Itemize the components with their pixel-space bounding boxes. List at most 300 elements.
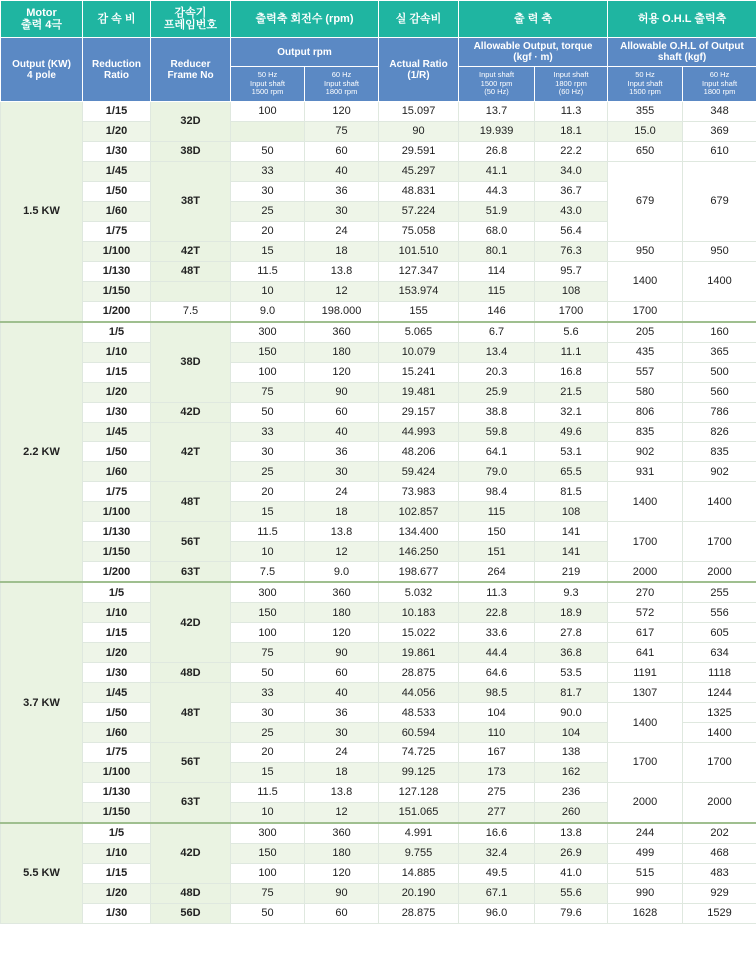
rpm-60hz-cell: 12: [305, 281, 379, 301]
torque-50hz-cell: 98.5: [459, 683, 535, 703]
rpm-60hz-cell: 13.8: [305, 782, 379, 802]
frame-number-cell: 56T: [151, 522, 231, 562]
ohl-60hz-cell: 786: [683, 402, 756, 422]
torque-50hz-cell: 32.4: [459, 843, 535, 863]
actual-ratio-cell: 20.190: [379, 883, 459, 903]
rpm-60hz-cell: 30: [305, 723, 379, 743]
torque-50hz-cell: 13.7: [459, 102, 535, 122]
frame-number-cell: 38T: [151, 161, 231, 241]
torque-60hz-cell: 236: [535, 782, 608, 802]
reduction-ratio-cell: 1/75: [83, 221, 151, 241]
torque-60hz-cell: 108: [535, 502, 608, 522]
rpm-60hz-cell: 360: [305, 322, 379, 342]
rpm-50hz-cell: 11.5: [231, 522, 305, 542]
rpm-50hz-cell: 150: [231, 843, 305, 863]
ohl-60hz-cell: 1700: [683, 522, 756, 562]
ohl-50hz-cell: 557: [608, 362, 683, 382]
torque-60hz-cell: 56.4: [535, 221, 608, 241]
table-row: [1, 603, 756, 623]
rpm-60hz-cell: 90: [305, 643, 379, 663]
actual-ratio-cell: 48.831: [379, 181, 459, 201]
actual-ratio-cell: 28.875: [379, 903, 459, 923]
actual-ratio-cell: 29.157: [379, 402, 459, 422]
actual-ratio-cell: 59.424: [379, 462, 459, 482]
actual-ratio-cell: 5.065: [379, 322, 459, 342]
ohl-60hz-cell: 500: [683, 362, 756, 382]
ohl-50hz-cell: 1628: [608, 903, 683, 923]
header-ohl-60hz: 60 Hz Input shaft 1800 rpm: [683, 67, 756, 102]
rpm-60hz-cell: 18: [305, 502, 379, 522]
header-actual-en: Actual Ratio (1/R): [379, 38, 459, 102]
torque-50hz-cell: 98.4: [459, 482, 535, 502]
frame-number-cell: 42D: [151, 582, 231, 662]
frame-number-cell: 38D: [151, 322, 231, 402]
reduction-ratio-cell: 1/45: [83, 161, 151, 181]
torque-60hz-cell: 81.5: [535, 482, 608, 502]
table-row: [1, 482, 756, 502]
torque-60hz-cell: 13.8: [535, 823, 608, 843]
actual-ratio-cell: 57.224: [379, 201, 459, 221]
torque-60hz-cell: 9.3: [535, 582, 608, 602]
torque-50hz-cell: 167: [459, 743, 535, 763]
ohl-60hz-cell: 556: [683, 603, 756, 623]
rpm-60hz-cell: 24: [305, 482, 379, 502]
ohl-60hz-cell: 1700: [683, 743, 756, 783]
actual-ratio-cell: 15.022: [379, 623, 459, 643]
torque-50hz-cell: 11.3: [459, 582, 535, 602]
ohl-60hz-cell: 348: [683, 102, 756, 122]
header-ohl-en: Allowable O.H.L of Output shaft (kgf): [608, 38, 756, 67]
reduction-ratio-cell: 1/200: [83, 562, 151, 582]
torque-60hz-cell: 53.5: [535, 663, 608, 683]
rpm-50hz-cell: 75: [231, 883, 305, 903]
torque-60hz-cell: 27.8: [535, 623, 608, 643]
actual-ratio-cell: 19.939: [459, 121, 535, 141]
table-row: [1, 121, 756, 141]
reduction-ratio-cell: 1/10: [83, 342, 151, 362]
rpm-50hz-cell: 300: [231, 582, 305, 602]
torque-50hz-cell: 96.0: [459, 903, 535, 923]
rpm-60hz-cell: 12: [305, 802, 379, 822]
reduction-ratio-cell: 1/60: [83, 201, 151, 221]
torque-60hz-cell: 36.7: [535, 181, 608, 201]
torque-50hz-cell: 26.8: [459, 141, 535, 161]
reduction-ratio-cell: 1/20: [83, 121, 151, 141]
rpm-50hz-cell: 11.5: [231, 261, 305, 281]
table-row: [1, 863, 756, 883]
rpm-50hz-cell: 100: [231, 102, 305, 122]
rpm-50hz-cell: 300: [231, 823, 305, 843]
actual-ratio-cell: 101.510: [379, 241, 459, 261]
actual-ratio-cell: 15.097: [379, 102, 459, 122]
frame-number-cell: 56D: [151, 903, 231, 923]
ohl-50hz-cell: 950: [608, 241, 683, 261]
rpm-60hz-cell: 24: [305, 743, 379, 763]
frame-number-cell: [231, 121, 305, 141]
rpm-60hz-cell: 180: [305, 603, 379, 623]
reduction-ratio-cell: 1/15: [83, 362, 151, 382]
rpm-50hz-cell: 25: [231, 462, 305, 482]
ohl-50hz-cell: 1191: [608, 663, 683, 683]
table-row: [1, 241, 756, 261]
header-frame-ko: 감속기 프레임번호: [151, 1, 231, 38]
torque-60hz-cell: 36.8: [535, 643, 608, 663]
rpm-60hz-cell: 36: [305, 442, 379, 462]
actual-ratio-cell: 44.056: [379, 683, 459, 703]
torque-60hz-cell: 81.7: [535, 683, 608, 703]
frame-number-cell: 48T: [151, 261, 231, 281]
torque-50hz-cell: 110: [459, 723, 535, 743]
rpm-50hz-cell: 20: [231, 743, 305, 763]
reduction-ratio-cell: 1/150: [83, 802, 151, 822]
table-row: [1, 643, 756, 663]
torque-60hz-cell: 79.6: [535, 903, 608, 923]
reduction-ratio-cell: 1/10: [83, 603, 151, 623]
reduction-ratio-cell: 1/30: [83, 402, 151, 422]
torque-60hz-cell: 90.0: [535, 703, 608, 723]
header-rpm-50hz: 50 Hz Input shaft 1500 rpm: [231, 67, 305, 102]
ohl-50hz-cell: 270: [608, 582, 683, 602]
torque-60hz-cell: 104: [535, 723, 608, 743]
header-ohl-ko: 허용 O.H.L 출력축: [608, 1, 756, 38]
rpm-50hz-cell: 75: [231, 643, 305, 663]
reduction-ratio-cell: 1/15: [83, 623, 151, 643]
reduction-ratio-cell: 1/30: [83, 903, 151, 923]
reduction-ratio-cell: 1/100: [83, 502, 151, 522]
table-row: [1, 301, 756, 321]
table-row: [1, 703, 756, 723]
header-rpm-en: Output rpm: [231, 38, 379, 67]
torque-50hz-cell: 18.1: [535, 121, 608, 141]
ohl-60hz-cell: 679: [683, 161, 756, 241]
torque-60hz-cell: 260: [535, 802, 608, 822]
ohl-50hz-cell: 902: [608, 442, 683, 462]
ohl-60hz-cell: 605: [683, 623, 756, 643]
header-motor-ko: Motor 출력 4극: [1, 1, 83, 38]
ohl-60hz-cell: 1400: [683, 482, 756, 522]
reduction-ratio-cell: 1/30: [83, 663, 151, 683]
rpm-60hz-cell: 24: [305, 221, 379, 241]
ohl-60hz-cell: 468: [683, 843, 756, 863]
header-output-en: Allowable Output, torque (kgf · m): [459, 38, 608, 67]
ohl-60hz-cell: 902: [683, 462, 756, 482]
table-row: [1, 102, 756, 122]
reduction-ratio-cell: 1/15: [83, 863, 151, 883]
rpm-60hz-cell: 90: [379, 121, 459, 141]
rpm-50hz-cell: 25: [231, 723, 305, 743]
rpm-50hz-cell: 10: [231, 281, 305, 301]
ohl-50hz-cell: 990: [608, 883, 683, 903]
actual-ratio-cell: 5.032: [379, 582, 459, 602]
frame-number-cell: 48D: [151, 883, 231, 903]
table-row: [1, 843, 756, 863]
frame-number-cell: 42T: [151, 241, 231, 261]
ohl-50hz-cell: 617: [608, 623, 683, 643]
actual-ratio-cell: 10.183: [379, 603, 459, 623]
ohl-60hz-cell: 950: [683, 241, 756, 261]
rpm-50hz-cell: 33: [231, 161, 305, 181]
torque-60hz-cell: 162: [535, 762, 608, 782]
table-row: [1, 582, 756, 602]
torque-50hz-cell: 22.8: [459, 603, 535, 623]
rpm-50hz-cell: 10: [231, 802, 305, 822]
actual-ratio-cell: 60.594: [379, 723, 459, 743]
torque-50hz-cell: 41.1: [459, 161, 535, 181]
ohl-60hz-cell: 2000: [683, 562, 756, 582]
table-row: [1, 743, 756, 763]
frame-number-cell: 42D: [151, 402, 231, 422]
rpm-60hz-cell: 30: [305, 462, 379, 482]
rpm-50hz-cell: 33: [231, 422, 305, 442]
table-row: [1, 522, 756, 542]
header-rpm-60hz: 60 Hz Input shaft 1800 rpm: [305, 67, 379, 102]
reduction-ratio-cell: 1/50: [83, 181, 151, 201]
rpm-50hz-cell: 30: [231, 181, 305, 201]
rpm-50hz-cell: 75: [231, 382, 305, 402]
torque-50hz-cell: 151: [459, 542, 535, 562]
rpm-50hz-cell: 15: [231, 762, 305, 782]
ohl-60hz-cell: 929: [683, 883, 756, 903]
actual-ratio-cell: 102.857: [379, 502, 459, 522]
actual-ratio-cell: 28.875: [379, 663, 459, 683]
torque-50hz-cell: 6.7: [459, 322, 535, 342]
frame-number-cell: 38D: [151, 141, 231, 161]
torque-50hz-cell: 79.0: [459, 462, 535, 482]
ohl-60hz-cell: 365: [683, 342, 756, 362]
header-output-60hz: Input shaft 1800 rpm (60 Hz): [535, 67, 608, 102]
ohl-50hz-cell: 205: [608, 322, 683, 342]
header-ohl-50hz: 50 Hz Input shaft 1500 rpm: [608, 67, 683, 102]
ohl-50hz-cell: 244: [608, 823, 683, 843]
actual-ratio-cell: 198.677: [379, 562, 459, 582]
rpm-60hz-cell: 120: [305, 623, 379, 643]
rpm-60hz-cell: 36: [305, 181, 379, 201]
table-row: [1, 782, 756, 802]
torque-50hz-cell: 64.6: [459, 663, 535, 683]
rpm-60hz-cell: 18: [305, 241, 379, 261]
rpm-60hz-cell: 18: [305, 762, 379, 782]
reduction-ratio-cell: 1/10: [83, 843, 151, 863]
actual-ratio-cell: 134.400: [379, 522, 459, 542]
torque-60hz-cell: 95.7: [535, 261, 608, 281]
motor-output-cell: 3.7 KW: [1, 582, 83, 823]
actual-ratio-cell: 198.000: [305, 301, 379, 321]
rpm-60hz-cell: 120: [305, 102, 379, 122]
ohl-60hz-cell: 560: [683, 382, 756, 402]
rpm-60hz-cell: 40: [305, 683, 379, 703]
torque-50hz-cell: 115: [459, 281, 535, 301]
table-row: [1, 362, 756, 382]
table-row: [1, 462, 756, 482]
ohl-60hz-cell: 1325: [683, 703, 756, 723]
actual-ratio-cell: 4.991: [379, 823, 459, 843]
torque-60hz-cell: 41.0: [535, 863, 608, 883]
motor-output-cell: 2.2 KW: [1, 322, 83, 583]
reduction-ratio-cell: 1/100: [83, 241, 151, 261]
motor-output-cell: 1.5 KW: [1, 102, 83, 322]
header-frame-en: Reducer Frame No: [151, 38, 231, 102]
ohl-50hz-cell: 2000: [608, 562, 683, 582]
actual-ratio-cell: 74.725: [379, 743, 459, 763]
actual-ratio-cell: 15.241: [379, 362, 459, 382]
reduction-ratio-cell: 1/130: [83, 261, 151, 281]
ohl-60hz-cell: 483: [683, 863, 756, 883]
torque-50hz-cell: 64.1: [459, 442, 535, 462]
header-motor-en: Output (KW) 4 pole: [1, 38, 83, 102]
rpm-50hz-cell: 100: [231, 362, 305, 382]
rpm-60hz-cell: 360: [305, 823, 379, 843]
rpm-50hz-cell: 50: [231, 402, 305, 422]
rpm-60hz-cell: 120: [305, 863, 379, 883]
reduction-ratio-cell: 1/45: [83, 683, 151, 703]
rpm-50hz-cell: 20: [231, 221, 305, 241]
ohl-50hz-cell: 572: [608, 603, 683, 623]
rpm-60hz-cell: 60: [305, 402, 379, 422]
ohl-60hz-cell: 2000: [683, 782, 756, 822]
reduction-ratio-cell: 1/60: [83, 462, 151, 482]
torque-60hz-cell: 76.3: [535, 241, 608, 261]
reduction-ratio-cell: 1/60: [83, 723, 151, 743]
ohl-50hz-cell: 1307: [608, 683, 683, 703]
header-ratio-ko: 감 속 비: [83, 1, 151, 38]
frame-number-cell: 48T: [151, 482, 231, 522]
reduction-ratio-cell: 1/200: [83, 301, 151, 321]
torque-50hz-cell: 67.1: [459, 883, 535, 903]
rpm-60hz-cell: 180: [305, 843, 379, 863]
reduction-ratio-cell: 1/130: [83, 782, 151, 802]
ohl-60hz-cell: 160: [683, 322, 756, 342]
rpm-50hz-cell: 50: [231, 141, 305, 161]
torque-60hz-cell: 146: [459, 301, 535, 321]
reduction-ratio-cell: 1/150: [83, 542, 151, 562]
ohl-50hz-cell: 679: [608, 161, 683, 241]
torque-50hz-cell: 173: [459, 762, 535, 782]
frame-number-cell: 48D: [151, 663, 231, 683]
table-row: [1, 442, 756, 462]
torque-60hz-cell: 21.5: [535, 382, 608, 402]
rpm-60hz-cell: 9.0: [231, 301, 305, 321]
ohl-60hz-cell: 610: [683, 141, 756, 161]
frame-number-cell: 56T: [151, 743, 231, 783]
torque-50hz-cell: 33.6: [459, 623, 535, 643]
rpm-50hz-cell: 75: [305, 121, 379, 141]
ohl-60hz-cell: 1118: [683, 663, 756, 683]
ohl-60hz-cell: 1244: [683, 683, 756, 703]
rpm-50hz-cell: 150: [231, 342, 305, 362]
torque-60hz-cell: 43.0: [535, 201, 608, 221]
rpm-60hz-cell: 13.8: [305, 261, 379, 281]
rpm-50hz-cell: 300: [231, 322, 305, 342]
torque-50hz-cell: 115: [459, 502, 535, 522]
frame-number-cell: 48T: [151, 683, 231, 743]
rpm-60hz-cell: 12: [305, 542, 379, 562]
torque-60hz-cell: 11.1: [535, 342, 608, 362]
rpm-60hz-cell: 60: [305, 141, 379, 161]
ohl-60hz-cell: 835: [683, 442, 756, 462]
ohl-60hz-cell: 826: [683, 422, 756, 442]
rpm-50hz-cell: 50: [231, 663, 305, 683]
torque-60hz-cell: 141: [535, 522, 608, 542]
torque-50hz-cell: 68.0: [459, 221, 535, 241]
rpm-50hz-cell: 20: [231, 482, 305, 502]
torque-60hz-cell: 18.9: [535, 603, 608, 623]
reduction-ratio-cell: 1/100: [83, 762, 151, 782]
ohl-60hz-cell: 1700: [608, 301, 683, 321]
table-row: [1, 342, 756, 362]
torque-50hz-cell: 25.9: [459, 382, 535, 402]
rpm-60hz-cell: 13.8: [305, 522, 379, 542]
table-row: [1, 322, 756, 342]
header-output-ko: 출 력 축: [459, 1, 608, 38]
rpm-60hz-cell: 180: [305, 342, 379, 362]
ohl-50hz-cell: 1400: [608, 482, 683, 522]
ohl-50hz-cell: 806: [608, 402, 683, 422]
reduction-ratio-cell: 1/5: [83, 582, 151, 602]
ohl-50hz-cell: 355: [608, 102, 683, 122]
rpm-50hz-cell: 15: [231, 241, 305, 261]
frame-number-cell: 42D: [151, 823, 231, 883]
rpm-50hz-cell: 150: [231, 603, 305, 623]
frame-number-cell: 32D: [151, 102, 231, 142]
header-actual-ko: 실 감속비: [379, 1, 459, 38]
reduction-ratio-cell: 1/5: [83, 322, 151, 342]
reduction-ratio-cell: 1/45: [83, 422, 151, 442]
torque-50hz-cell: 38.8: [459, 402, 535, 422]
ohl-50hz-cell: 1700: [535, 301, 608, 321]
ohl-50hz-cell: 1400: [608, 261, 683, 301]
torque-50hz-cell: 114: [459, 261, 535, 281]
table-row: [1, 141, 756, 161]
torque-50hz-cell: 16.6: [459, 823, 535, 843]
rpm-60hz-cell: 120: [305, 362, 379, 382]
reduction-ratio-cell: 1/130: [83, 522, 151, 542]
table-row: [1, 683, 756, 703]
header-output-50hz: Input shaft 1500 rpm (50 Hz): [459, 67, 535, 102]
actual-ratio-cell: 45.297: [379, 161, 459, 181]
rpm-60hz-cell: 60: [305, 903, 379, 923]
torque-50hz-cell: 49.5: [459, 863, 535, 883]
reduction-ratio-cell: 1/20: [83, 382, 151, 402]
torque-60hz-cell: 108: [535, 281, 608, 301]
table-body: [1, 102, 756, 924]
torque-60hz-cell: 22.2: [535, 141, 608, 161]
torque-60hz-cell: 16.8: [535, 362, 608, 382]
actual-ratio-cell: 146.250: [379, 542, 459, 562]
ohl-50hz-cell: 650: [608, 141, 683, 161]
table-row: [1, 623, 756, 643]
actual-ratio-cell: 14.885: [379, 863, 459, 883]
reduction-ratio-cell: 1/5: [83, 823, 151, 843]
torque-60hz-cell: 219: [535, 562, 608, 582]
actual-ratio-cell: 127.128: [379, 782, 459, 802]
ohl-60hz-cell: 202: [683, 823, 756, 843]
ohl-50hz-cell: 1400: [608, 703, 683, 743]
actual-ratio-cell: 44.993: [379, 422, 459, 442]
torque-50hz-cell: 20.3: [459, 362, 535, 382]
actual-ratio-cell: 10.079: [379, 342, 459, 362]
torque-60hz-cell: 49.6: [535, 422, 608, 442]
torque-50hz-cell: 150: [459, 522, 535, 542]
rpm-50hz-cell: 7.5: [231, 562, 305, 582]
rpm-50hz-cell: 15: [231, 502, 305, 522]
torque-50hz-cell: 80.1: [459, 241, 535, 261]
table-row: [1, 402, 756, 422]
actual-ratio-cell: 151.065: [379, 802, 459, 822]
table-row: [1, 562, 756, 582]
rpm-50hz-cell: 11.5: [231, 782, 305, 802]
torque-60hz-cell: 55.6: [535, 883, 608, 903]
torque-60hz-cell: 53.1: [535, 442, 608, 462]
